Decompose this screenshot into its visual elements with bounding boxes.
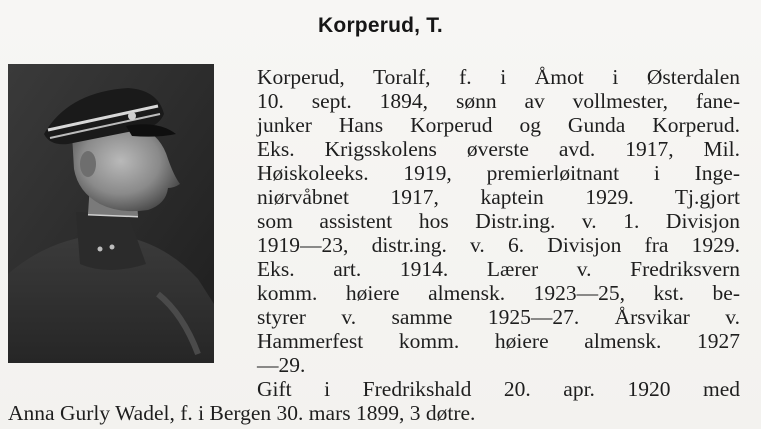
text-line: Eks. art. 1914. Lærer v. Fredriksvern [257, 257, 740, 281]
portrait-photo-icon [8, 64, 214, 363]
text-line: Hammerfest komm. høiere almensk. 1927 [257, 329, 740, 353]
text-line: Gift i Fredrikshald 20. apr. 1920 med [257, 377, 740, 401]
text-line: Korperud, Toralf, f. i Åmot i Østerdalen [257, 65, 740, 89]
text-line: 1919—23, distr.ing. v. 6. Divisjon fra 1929. [257, 233, 740, 257]
text-line: junker Hans Korperud og Gunda Korperud. [257, 113, 740, 137]
portrait-photo [8, 64, 214, 363]
text-line: Anna Gurly Wadel, f. i Bergen 30. mars 1899, 3 døtre. [8, 401, 476, 425]
text-line: niørvåbnet 1917, kaptein 1929. Tj.gjort [257, 185, 740, 209]
text-line: Eks. Krigsskolens øverste avd. 1917, Mil. [257, 137, 740, 161]
text-line: komm. høiere almensk. 1923—25, kst. be- [257, 281, 740, 305]
text-line: som assistent hos Distr.ing. v. 1. Divisjon [257, 209, 740, 233]
text-line: Høiskoleeks. 1919, premierløitnant i Inge- [257, 161, 740, 185]
text-line: —29. [257, 353, 306, 377]
text-line: 10. sept. 1894, sønn av vollmester, fane- [257, 89, 740, 113]
text-line: styrer v. samme 1925—27. Årsvikar v. [257, 305, 740, 329]
entry-heading: Korperud, T. [318, 14, 443, 37]
